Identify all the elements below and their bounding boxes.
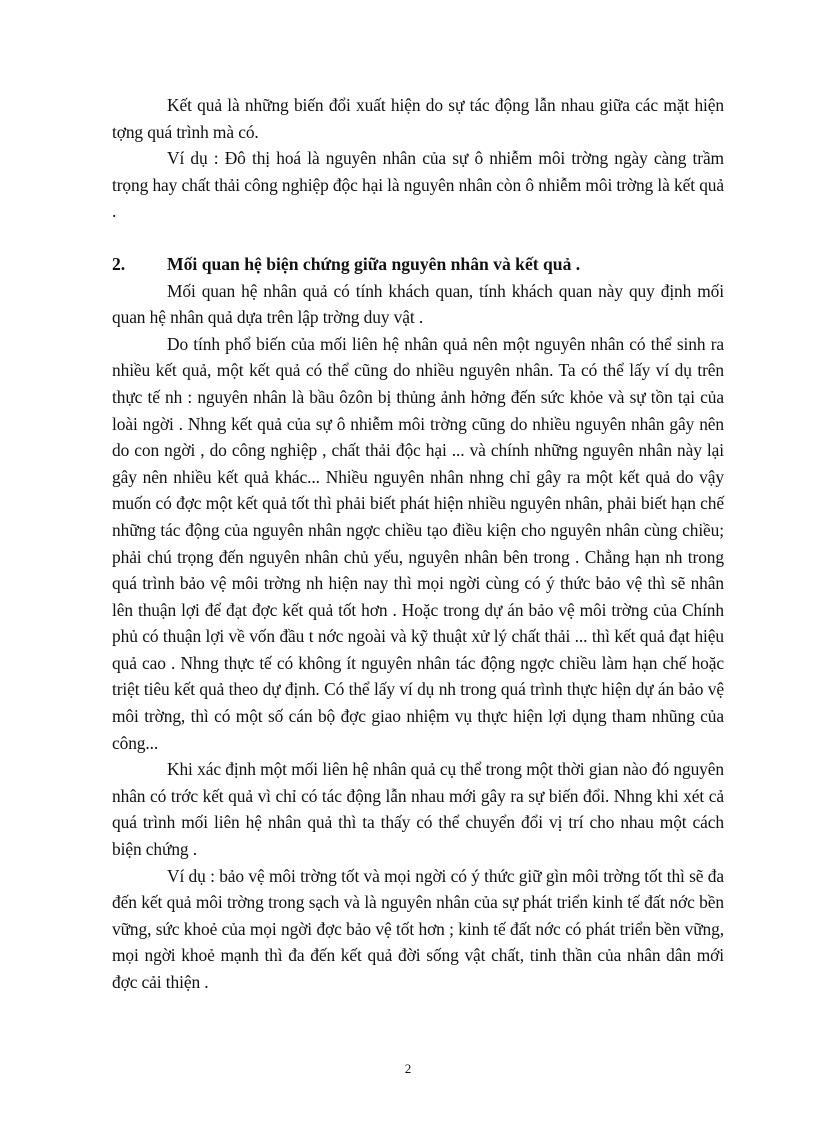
paragraph-universality: Do tính phổ biến của mối liên hệ nhân quả nên một nguyên nhân có thể sinh ra nhiều kết quả, một kết quả có thể cũng do nhiều nguyên nhân. Ta có thể lấy ví dụ trên thực tế nh : nguyên nhân là bầu ôzôn bị thủng ảnh hởng đến sức khỏe và sự tồn tại của loài ngời . Nhng kết quả của sự ô nhiễm môi trờng cũng do nhiều nguyên nhân gây nên do con ngời , do công nghiệp , chất thải độc hại ... và chính những nguyên nhân này lại gây nên nhiều kết quả khác... Nhiều nguyên nhân nhng chỉ gây ra một kết quả do vậy muốn có đợc một kết quả tốt thì phải biết phát hiện nhiều nguyên nhân, phải biết hạn chế những tác động của nguyên nhân ngợc chiều tạo điều kiện cho nguyên nhân cùng chiều; phải chú trọng đến nguyên nhân chủ yếu, nguyên nhân bên trong . Chẳng hạn nh trong quá trình bảo vệ môi trờng nh hiện nay thì mọi ngời cùng có ý thức bảo vệ thì sẽ nhân lên thuận lợi để đạt đợc kết quả tốt hơn . Hoặc trong dự án bảo vệ môi trờng của Chính phủ có thuận lợi về vốn đầu t nớc ngoài và kỹ thuật xử lý chất thải ... thì kết quả đạt hiệu quả cao . Nhng thực tế có không ít nguyên nhân tác động ngợc chiều làm hạn chế hoặc triệt tiêu kết quả theo dự định. Có thể lấy ví dụ nh trong quá trình thực hiện dự án bảo vệ môi trờng, thì có một số cán bộ đợc giao nhiệm vụ thực hiện lợi dụng tham nhũng của công... bbox=[112, 333, 724, 753]
page-number: 2 bbox=[404, 1061, 412, 1076]
paragraph-result-definition: Kết quả là những biến đổi xuất hiện do sự tác động lẫn nhau giữa các mặt hiện tợng quá trình mà có. bbox=[112, 95, 724, 142]
paragraph-objectivity: Mối quan hệ nhân quả có tính khách quan, tính khách quan này quy định mối quan hệ nhân quả dựa trên lập trờng duy vật . bbox=[112, 280, 724, 328]
paragraph-example-environment: Ví dụ : bảo vệ môi trờng tốt và mọi ngời có ý thức giữ gìn môi trờng tốt thì sẽ đa đến kết quả môi trờng trong sạch và là nguyên nhân của sự phát triển kinh tế đất nớc bền vững, sức khoẻ của mọi ngời đợc bảo vệ tốt hơn ; kinh tế đất nớc có phát triển bền vững, mọi ngời khoẻ mạnh thì đa đến kết quả đời sống vật chất, tinh thần của nhân dân mới đợc cải thiện . bbox=[112, 865, 724, 992]
document-page bbox=[112, 92, 724, 996]
paragraph-example-urbanization: Ví dụ : Đô thị hoá là nguyên nhân của sự ô nhiễm môi trờng ngày càng trầm trọng hay chất thải công nghiệp độc hại là nguyên nhân còn ô nhiễm môi trờng là kết quả . bbox=[112, 148, 724, 222]
section-heading bbox=[112, 251, 724, 278]
section-number: 2. bbox=[112, 253, 126, 274]
section-title: Mối quan hệ biện chứng giữa nguyên nhân và kết quả . bbox=[167, 253, 581, 274]
paragraph-cause-precedes-effect: Khi xác định một mối liên hệ nhân quả cụ thể trong một thời gian nào đó nguyên nhân có trớc kết quả vì chỉ có tác động lẫn nhau mới gây ra sự biến đổi. Nhng khi xét cả quá trình mối liên hệ nhân quả thì ta thấy có thể chuyển đổi vị trí cho nhau một cách biện chứng . bbox=[112, 759, 724, 860]
